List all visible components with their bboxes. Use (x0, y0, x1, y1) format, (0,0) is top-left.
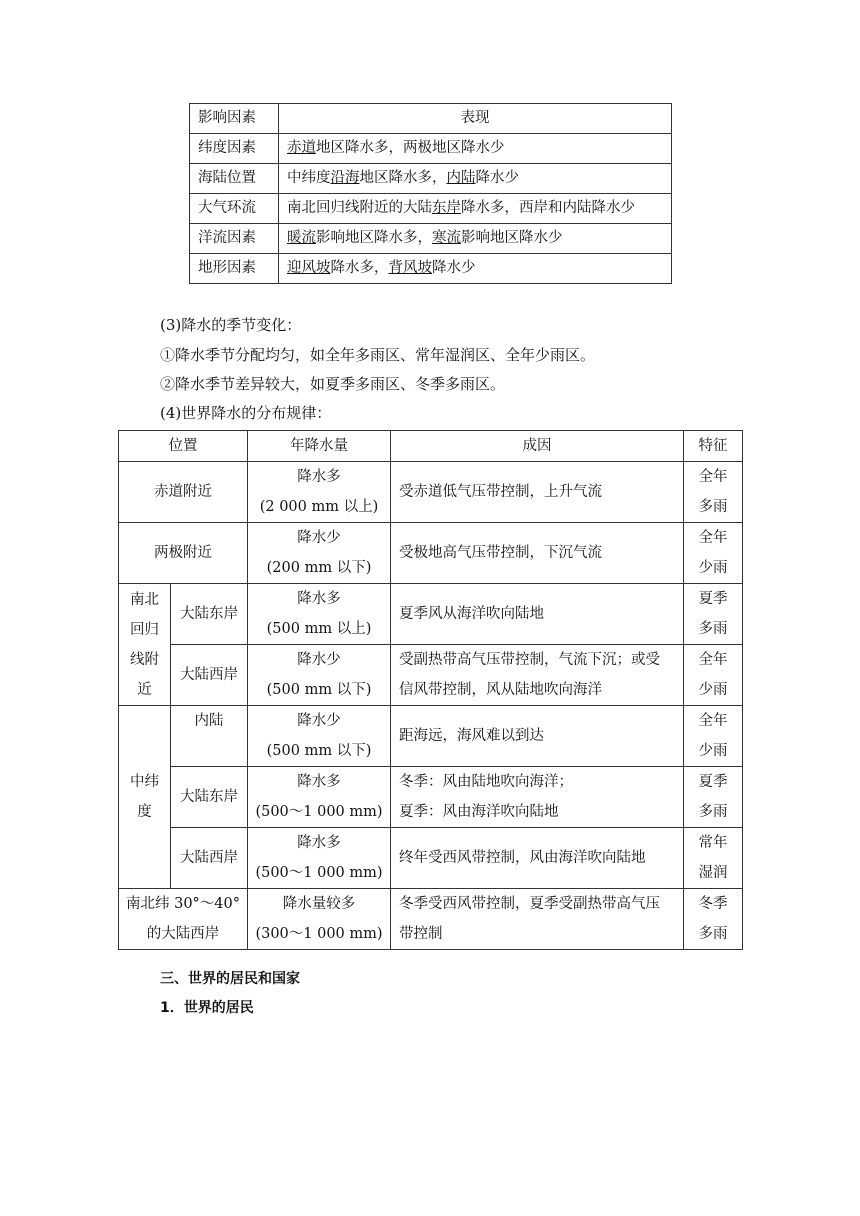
table-header-row (190, 104, 672, 134)
position-cell: 内陆 (171, 706, 248, 767)
position-cell (119, 889, 248, 950)
table-row (190, 254, 672, 284)
group-label-line: 南北 (130, 591, 159, 608)
precipitation-distribution-table (118, 430, 743, 950)
cause-line: 冬季：风由陆地吹向海洋； (399, 774, 573, 790)
section-heading: 三、世界的居民和国家 (160, 971, 300, 987)
text-segment: 影响地区降水多， (316, 230, 432, 246)
underlined-term: 寒流 (432, 230, 461, 246)
amount-range: (500 mm 以下) (266, 743, 372, 759)
factor-cell: 海陆位置 (190, 164, 279, 194)
feature-line: 全年 (698, 652, 728, 668)
underlined-term: 暖流 (287, 230, 316, 246)
cause-cell: 距海远，海风难以到达 (391, 706, 684, 767)
factor-cell: 大气环流 (190, 194, 279, 224)
amount-range: (500 mm 以上) (266, 621, 372, 637)
amount-range: (500～1 000 mm) (255, 865, 383, 881)
amount-line: 降水少 (297, 530, 341, 546)
position-cell: 大陆东岸 (171, 584, 248, 645)
amount-cell (248, 889, 391, 950)
group-midlat-cell (119, 706, 171, 889)
feature-line: 常年 (698, 835, 728, 851)
cause-line: 受副热带高气压带控制，气流下沉；或受 (399, 652, 660, 668)
cause-cell (391, 645, 684, 706)
amount-cell (248, 645, 391, 706)
feature-cell (684, 889, 743, 950)
position-line: 的大陆西岸 (146, 926, 220, 942)
text-segment: 降水少 (475, 170, 519, 186)
amount-range: (500 mm 以下) (266, 682, 372, 698)
season-item-1: ①降水季节分配均匀，如全年多雨区、常年湿润区、全年少雨区。 (160, 346, 596, 364)
amount-line: 降水多 (297, 835, 341, 851)
feature-cell (684, 645, 743, 706)
amount-range: (200 mm 以下) (266, 560, 372, 576)
cause-line: 带控制 (399, 926, 443, 942)
manifestation-cell (279, 134, 672, 164)
table-row-tropics-west (119, 645, 743, 706)
header-manifestation: 表现 (279, 104, 672, 134)
cause-cell: 终年受西风带控制，风由海洋吹向陆地 (391, 828, 684, 889)
header-cause: 成因 (391, 431, 684, 462)
feature-line: 湿润 (698, 865, 728, 881)
feature-line: 夏季 (698, 591, 728, 607)
underlined-term: 内陆 (446, 170, 476, 186)
feature-line: 多雨 (698, 926, 728, 942)
subsection-heading: 1．世界的居民 (160, 1000, 254, 1016)
group-label-line: 中纬 (130, 774, 159, 790)
table-row (190, 194, 672, 224)
position-cell: 两极附近 (119, 523, 248, 584)
table-row-midlat-inland (119, 706, 743, 767)
table-row-lat-30-40 (119, 889, 743, 950)
feature-line: 少雨 (698, 743, 728, 759)
position-cell: 赤道附近 (119, 462, 248, 523)
position-cell: 大陆东岸 (171, 767, 248, 828)
amount-line: 降水量较多 (282, 896, 356, 912)
position-line: 南北纬 30°～40° (125, 896, 240, 912)
factor-cell: 洋流因素 (190, 224, 279, 254)
header-factor: 影响因素 (190, 104, 279, 134)
text-segment: 降水多，西岸和内陆降水少 (461, 200, 635, 216)
season-heading: (3)降水的季节变化： (160, 316, 302, 334)
amount-line: 降水少 (297, 652, 341, 668)
table-row-midlat-east (119, 767, 743, 828)
manifestation-cell (279, 164, 672, 194)
header-feature: 特征 (684, 431, 743, 462)
text-segment: 南北回归线附近的大陆 (287, 200, 432, 216)
table-row (190, 224, 672, 254)
amount-cell (248, 523, 391, 584)
season-item-2: ②降水季节差异较大，如夏季多雨区、冬季多雨区。 (160, 375, 506, 393)
feature-line: 多雨 (698, 621, 728, 637)
feature-line: 多雨 (698, 499, 728, 515)
underlined-term: 背风坡 (388, 260, 432, 276)
feature-line: 全年 (698, 530, 728, 546)
factor-cell: 地形因素 (190, 254, 279, 284)
distribution-heading: (4)世界降水的分布规律： (160, 404, 332, 422)
amount-cell (248, 584, 391, 645)
cause-cell: 受赤道低气压带控制，上升气流 (391, 462, 684, 523)
manifestation-cell (279, 224, 672, 254)
underlined-term: 沿海 (330, 170, 360, 186)
group-tropics-cell (119, 584, 171, 706)
cause-cell: 受极地高气压带控制，下沉气流 (391, 523, 684, 584)
cause-line: 冬季受西风带控制，夏季受副热带高气压 (399, 896, 660, 912)
cause-cell (391, 767, 684, 828)
feature-line: 多雨 (698, 804, 728, 820)
amount-cell (248, 462, 391, 523)
factor-cell: 纬度因素 (190, 134, 279, 164)
feature-cell (684, 828, 743, 889)
underlined-term: 赤道 (287, 140, 316, 156)
amount-line: 降水多 (297, 469, 341, 485)
feature-line: 全年 (698, 469, 728, 485)
amount-cell (248, 706, 391, 767)
amount-range: (2 000 mm 以上) (259, 499, 379, 515)
table-row-midlat-west (119, 828, 743, 889)
header-position: 位置 (119, 431, 248, 462)
group-label-line: 回归 (130, 621, 159, 638)
table-row-equator (119, 462, 743, 523)
text-segment: 地区降水多，两极地区降水少 (316, 140, 505, 156)
cause-line: 夏季：风由海洋吹向陆地 (399, 804, 559, 820)
underlined-term: 迎风坡 (287, 260, 331, 276)
feature-line: 夏季 (698, 774, 728, 790)
group-label-line: 线附 (130, 651, 159, 668)
header-amount: 年降水量 (248, 431, 391, 462)
manifestation-cell (279, 254, 672, 284)
manifestation-cell (279, 194, 672, 224)
text-segment: 中纬度 (287, 170, 331, 186)
table-row (190, 134, 672, 164)
text-segment: 降水少 (432, 260, 476, 276)
group-label-line: 近 (137, 681, 152, 698)
feature-cell (684, 584, 743, 645)
feature-line: 冬季 (698, 896, 728, 912)
amount-line: 降水少 (297, 713, 341, 729)
text-segment: 影响地区降水少 (461, 230, 563, 246)
text-segment: 地区降水多， (359, 170, 447, 186)
feature-line: 少雨 (698, 560, 728, 576)
feature-line: 少雨 (698, 682, 728, 698)
amount-line: 降水多 (297, 591, 341, 607)
underlined-term: 东岸 (432, 200, 461, 216)
feature-cell (684, 706, 743, 767)
feature-line: 全年 (698, 713, 728, 729)
factors-table-body (190, 134, 672, 284)
cause-line: 信风带控制，风从陆地吹向海洋 (399, 682, 602, 698)
amount-line: 降水多 (297, 774, 341, 790)
amount-range: (300～1 000 mm) (255, 926, 383, 942)
cause-cell: 夏季风从海洋吹向陆地 (391, 584, 684, 645)
text-segment: 降水多， (330, 260, 389, 276)
amount-cell (248, 767, 391, 828)
table-row-poles (119, 523, 743, 584)
precipitation-factors-table (189, 103, 672, 284)
feature-cell (684, 462, 743, 523)
feature-cell (684, 767, 743, 828)
table-row-tropics-east (119, 584, 743, 645)
position-cell: 大陆西岸 (171, 828, 248, 889)
amount-cell (248, 828, 391, 889)
table-row (190, 164, 672, 194)
position-cell: 大陆西岸 (171, 645, 248, 706)
feature-cell (684, 523, 743, 584)
cause-cell (391, 889, 684, 950)
amount-range: (500～1 000 mm) (255, 804, 383, 820)
group-label-line: 度 (137, 804, 152, 820)
table-header-row (119, 431, 743, 462)
